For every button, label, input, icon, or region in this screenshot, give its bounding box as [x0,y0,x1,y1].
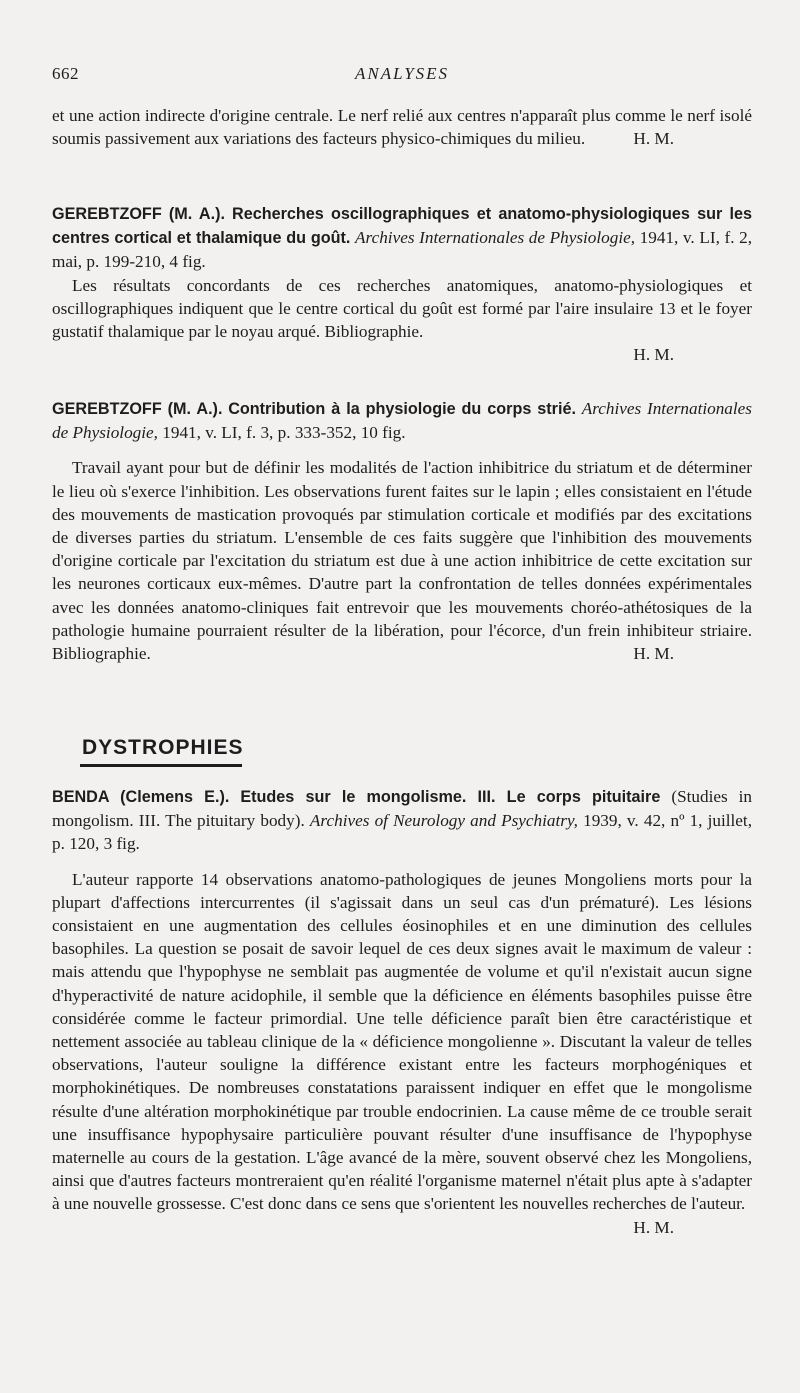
entry-citation: 1941, v. LI, f. 2, mai, p. 199-210, 4 fig. [52,228,752,272]
entry-citation: 1941, v. LI, f. 3, p. 333-352, 10 fig. [162,423,406,443]
entry-journal: Archives of Neurology and Psychiatry, [309,811,578,831]
entry-title: Contribution à la physiologie du corps strié. [228,400,576,418]
document-page [52,0,752,1393]
entry-journal: Archives Internationales de Physiologie, [52,399,752,443]
continuation-text: et une action indirecte d'origine centrale. Le nerf relié aux centres n'apparaît plus comme le nerf isolé soumis passivement aux variations des facteurs physico-chimiques du milieu. H. M. [52,104,752,150]
section-heading: DYSTROPHIES [82,736,244,759]
review-entry [52,202,752,366]
entry-header [52,785,752,856]
entry-citation: 1939, v. 42, nº 1, juillet, p. 120, 3 fig. [52,811,753,854]
entry-header [52,202,752,274]
continuation-block [52,104,752,150]
signature: H. M. [633,129,674,149]
entry-header [52,397,752,444]
entry-author: GEREBTZOFF (M. A.). [52,205,225,223]
entry-abstract: Les résultats concordants de ces recherches anatomiques, anatomo-physiologiques et oscillographiques indiquent que le centre cortical du goût est formé par l'aire insulaire 13 et le foyer gustatif thalamique par le noyau arqué. Bibliographie. [52,275,752,342]
entry-abstract: Travail ayant pour but de définir les modalités de l'action inhibitrice du striatum et de déterminer le lieu où s'exerce l'inhibition. Les observations furent faites sur le lapin ; elles consistaient en l'étude des mouvements de mastication provoqués par stimulation corticale et modifiés par des excitations de diverses parties du striatum. L'ensemble de ces faits suggère que l'inhibition des mouvements d'origine corticale par l'excitation du striatum est due à une action inhibitrice de cette excitation sur les neurones corticaux eux-mêmes. D'autre part la confrontation de telles données expérimentales avec les données anatomo-cliniques fait entrevoir que les mouvements choréo-athétosiques de la pathologie humaine pourraient résulter de la libération, pour l'écorce, d'un frein inhibiteur striaire. Bibliographie. H. M. [52,456,752,665]
entry-author: GEREBTZOFF (M. A.). [52,400,223,418]
entry-title: Etudes sur le mongolisme. III. Le corps pituitaire [240,788,661,806]
section-underline [80,764,242,767]
entry-author: BENDA (Clemens E.). [52,788,230,806]
entry-abstract: L'auteur rapporte 14 observations anatomo-pathologiques de jeunes Mongoliens morts pour la plupart d'affections intercurrentes (il s'agissait dans un seul cas d'un prématuré). Les lésions consistaient en une augmentation des cellules éosinophiles et en une diminution des cellules basophiles. La question se posait de savoir lequel de ces deux signes avait le maximum de valeur : mais attendu que l'hypophyse ne semblait pas augmentée de volume et qu'il n'existait aucun signe d'hyperactivité de nature acidophile, il semble que la déficience en éléments basophiles puisse être considérée comme le facteur primordial. Une telle déficience paraît bien être caractéristique et nettement associée au tableau clinique de la « déficience mongolienne ». Discutant la valeur de telles observations, l'auteur souligne la différence existant entre les facteurs morphogéniques et morphokinétiques. De nombreuses constatations paraissent indiquer en effet que le mongolisme résulte d'une altération morphokinétique par trouble endocrinien. La cause même de ce trouble serait une insuffisance hypophysaire particulière pouvant résulter d'une insuffisance de l'hypophyse maternelle au cours de la gestation. L'âge avancé de la mère, souvent observé chez les Mongoliens, ainsi que d'autres facteurs montreraient qu'en réalité l'organisme maternel n'était plus apte à s'adapter à une nouvelle grossesse. C'est donc dans ce sens que s'orientent les nouvelles recherches de l'auteur. [52,869,752,1214]
signature: H. M. [633,345,674,365]
review-entry [52,785,752,1239]
entry-journal: Archives Internationales de Physiologie, [355,228,636,248]
signature: H. M. [633,1217,674,1237]
running-head [52,64,752,88]
page-number: 662 [52,64,79,83]
signature: H. M. [633,644,674,664]
entry-subtitle: (Studies in mongolism. III. The pituitary body). [52,787,753,831]
entry-title: Recherches oscillographiques et anatomo-physiologiques sur les centres cortical et thalamique du goût. [52,205,753,248]
review-entry [52,397,752,665]
running-title: ANALYSES [354,64,450,83]
